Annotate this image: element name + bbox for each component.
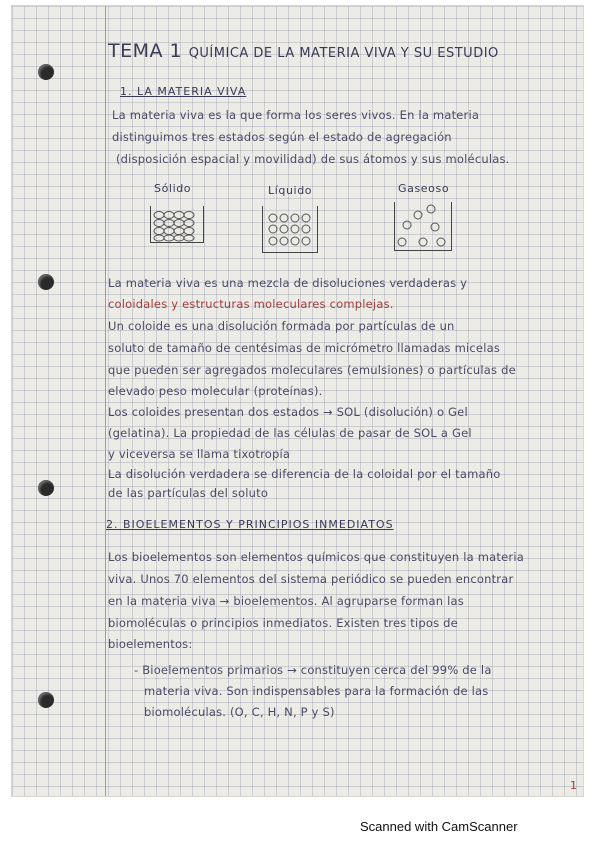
text-line: Los coloides presentan dos estados → SOL (disolución) o Gel xyxy=(108,405,468,419)
gas-particles xyxy=(395,202,451,250)
bullet-line: - Bioelementos primarios → constituyen cerca del 99% de la xyxy=(134,663,492,677)
binder-hole-1 xyxy=(38,64,54,80)
text-line: soluto de tamaño de centésimas de micrómetro llamadas micelas xyxy=(108,341,501,355)
title-tema: TEMA 1 xyxy=(108,40,183,62)
page-title xyxy=(108,40,499,62)
text-line: La disolución verdadera se diferencia de la coloidal por el tamaño xyxy=(108,467,501,481)
margin-line xyxy=(105,6,106,796)
section-2-heading: 2. BIOELEMENTOS Y PRINCIPIOS INMEDIATOS xyxy=(106,518,394,531)
binder-hole-2 xyxy=(38,274,54,290)
text-line: La materia viva es una mezcla de disoluciones verdaderas y xyxy=(108,276,468,290)
binder-hole-3 xyxy=(38,480,54,496)
text-line: de las partículas del soluto xyxy=(108,486,269,500)
binder-hole-4 xyxy=(38,692,54,708)
text-line: distinguimos tres estados según el estado de agregación xyxy=(112,130,452,144)
notebook-page xyxy=(12,6,583,796)
solid-state-diagram xyxy=(150,206,204,243)
bullet-line: materia viva. Son indispensables para la formación de las xyxy=(144,684,489,698)
text-line: La materia viva es la que forma los seres vivos. En la materia xyxy=(112,108,480,122)
text-line: (gelatina). La propiedad de las células de pasar de SOL a Gel xyxy=(108,426,472,440)
text-line: elevado peso molecular (proteínas). xyxy=(108,384,323,398)
scanner-watermark: Scanned with CamScanner xyxy=(360,819,518,834)
text-line: Un coloide es una disolución formada por partículas de un xyxy=(108,319,455,333)
state-label-solid: Sólido xyxy=(154,182,192,195)
text-line: que pueden ser agregados moleculares (emulsiones) o partículas de xyxy=(108,363,516,377)
text-line: y viceversa se llama tixotropía xyxy=(108,447,291,461)
section-1-heading: 1. LA MATERIA VIVA xyxy=(120,85,247,98)
liquid-state-diagram xyxy=(262,206,318,253)
gas-state-diagram xyxy=(394,202,452,251)
text-line: en la materia viva → bioelementos. Al agruparse forman las xyxy=(108,594,464,608)
solid-particles xyxy=(151,206,203,242)
text-line: (disposición espacial y movilidad) de sus átomos y sus moléculas. xyxy=(116,152,510,166)
bullet-line: biomoléculas. (O, C, H, N, P y S) xyxy=(144,705,335,719)
text-line: coloidales y estructuras moleculares complejas. xyxy=(108,297,394,311)
state-label-gas: Gaseoso xyxy=(398,182,450,195)
text-line: Los bioelementos son elementos químicos que constituyen la materia xyxy=(108,550,524,564)
text-line: bioelementos: xyxy=(108,637,193,651)
liquid-particles xyxy=(263,206,317,252)
text-line: biomoléculas o principios inmediatos. Existen tres tipos de xyxy=(108,616,458,630)
title-subject: QUÍMICA DE LA MATERIA VIVA Y SU ESTUDIO xyxy=(188,46,499,61)
page-number: 1 xyxy=(570,779,577,792)
text-line: viva. Unos 70 elementos del sistema periódico se pueden encontrar xyxy=(108,572,514,586)
state-label-liquid: Líquido xyxy=(268,184,313,197)
